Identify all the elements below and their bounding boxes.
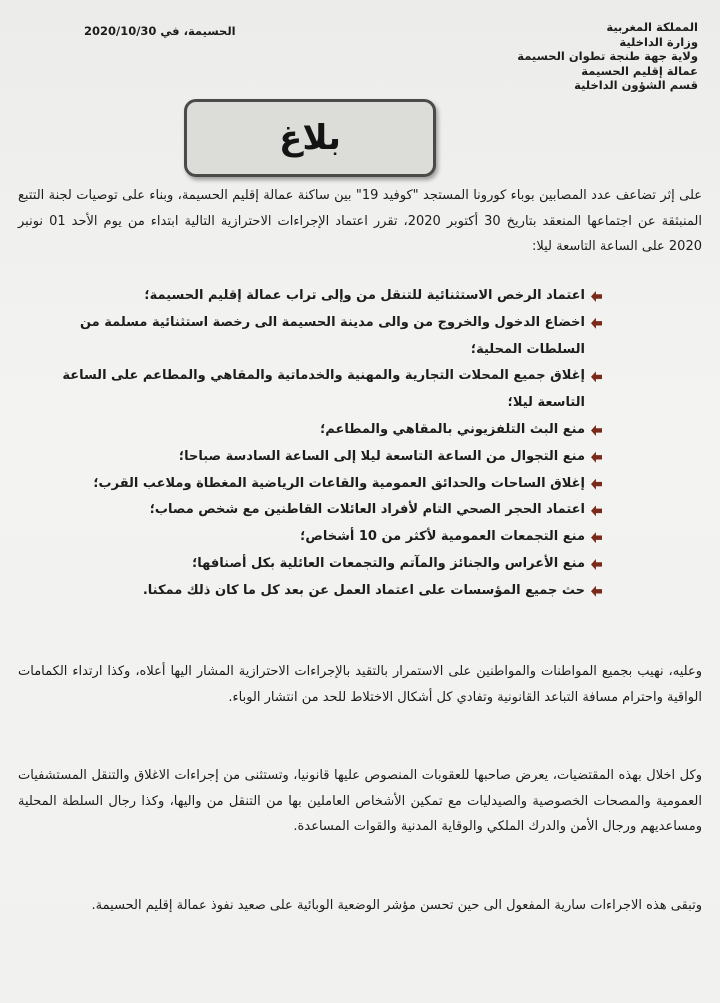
list-item: حث جميع المؤسسات على اعتماد العمل عن بعد كل ما كان ذلك ممكنا. xyxy=(30,578,602,605)
header-line: المملكة المغربية xyxy=(606,20,698,34)
list-item: اعتماد الحجر الصحي التام لأفراد العائلات القاطنين مع شخص مصاب؛ xyxy=(30,497,602,524)
body-paragraph: وكل اخلال بهذه المقتضيات، يعرض صاحبها للعقوبات المنصوص عليها قانونيا، وتستثنى من إجراءات الاغلاق والتنقل المستشفيات العمومية والمصحات الخصوصية والصيدليات مع تمكين الأشخاص العاملين بها من التنقل من واليها، وكذا رجال السلطة المحلية ومساعديهم ورجال الأمن والدرك الملكي والوقاية المدنية والقوات المساعدة. xyxy=(18,768,702,834)
list-item: إغلاق الساحات والحدائق العمومية والقاعات الرياضية المغطاة وملاعب القرب؛ xyxy=(30,471,602,498)
list-item: منع التجمعات العمومية لأكثر من 10 أشخاص؛ xyxy=(30,524,602,551)
arrow-bullet-icon xyxy=(591,505,602,516)
issuer-header xyxy=(448,20,698,93)
header-line: قسم الشؤون الداخلية xyxy=(574,78,698,92)
list-item: اخضاع الدخول والخروج من والى مدينة الحسيمة الى رخصة استثنائية مسلمة من السلطات المحلية؛ xyxy=(30,310,602,364)
list-item: إغلاق جميع المحلات التجارية والمهنية والخدماتية والمقاهي والمطاعم على الساعة التاسعة ليلا؛ xyxy=(30,363,602,417)
body-paragraph: وعليه، نهيب بجميع المواطنات والمواطنين على الاستمرار بالتقيد بالإجراءات الاحترازية المشار اليها أعلاه، وكذا ارتداء الكمامات الواقية واحترام مسافة التباعد القانونية وتفادي كل أشكال الاختلاط للحد من انتشار الوباء. xyxy=(18,664,702,705)
list-item: منع البث التلفزيوني بالمقاهي والمطاعم؛ xyxy=(30,417,602,444)
measures-list xyxy=(30,283,602,605)
arrow-bullet-icon xyxy=(591,532,602,543)
arrow-bullet-icon xyxy=(591,291,602,302)
list-item: منع التجوال من الساعة التاسعة ليلا إلى الساعة السادسة صباحا؛ xyxy=(30,444,602,471)
arrow-bullet-icon xyxy=(591,586,602,597)
arrow-bullet-icon xyxy=(591,318,602,329)
arrow-bullet-icon xyxy=(591,452,602,463)
intro-paragraph: على إثر تضاعف عدد المصابين بوباء كورونا المستجد "كوفيد 19" بين ساكنة عمالة إقليم الحسيمة، وبناء على توصيات لجنة التتبع المنبثقة عن اجتماعها المنعقد بتاريخ 30 أكتوبر 2020، تقرر اعتماد الإجراءات الاحترازية التالية ابتداء من يوم الأحد 01 نونبر 2020 على الساعة التاسعة ليلا: xyxy=(18,188,703,254)
header-line: وزارة الداخلية xyxy=(619,34,698,49)
body-paragraph: وتبقى هذه الاجراءات سارية المفعول الى حين تحسن مؤشر الوضعية الوبائية على صعيد نفوذ عمالة إقليم الحسيمة. xyxy=(91,898,702,913)
arrow-bullet-icon xyxy=(591,425,602,436)
title-box xyxy=(184,99,436,177)
header-line: ولاية جهة طنجة تطوان الحسيمة xyxy=(517,49,698,63)
arrow-bullet-icon xyxy=(591,479,602,490)
list-item: اعتماد الرخص الاستثنائية للتنقل من وإلى تراب عمالة إقليم الحسيمة؛ xyxy=(30,283,602,310)
arrow-bullet-icon xyxy=(591,559,602,570)
place-date: الحسيمة، في 2020/10/30 xyxy=(84,24,236,38)
arrow-bullet-icon xyxy=(591,371,602,382)
document-title: بلاغ xyxy=(279,118,341,158)
list-item: منع الأعراس والجنائز والمآتم والتجمعات العائلية بكل أصنافها؛ xyxy=(30,551,602,578)
header-line: عمالة إقليم الحسيمة xyxy=(581,63,698,78)
